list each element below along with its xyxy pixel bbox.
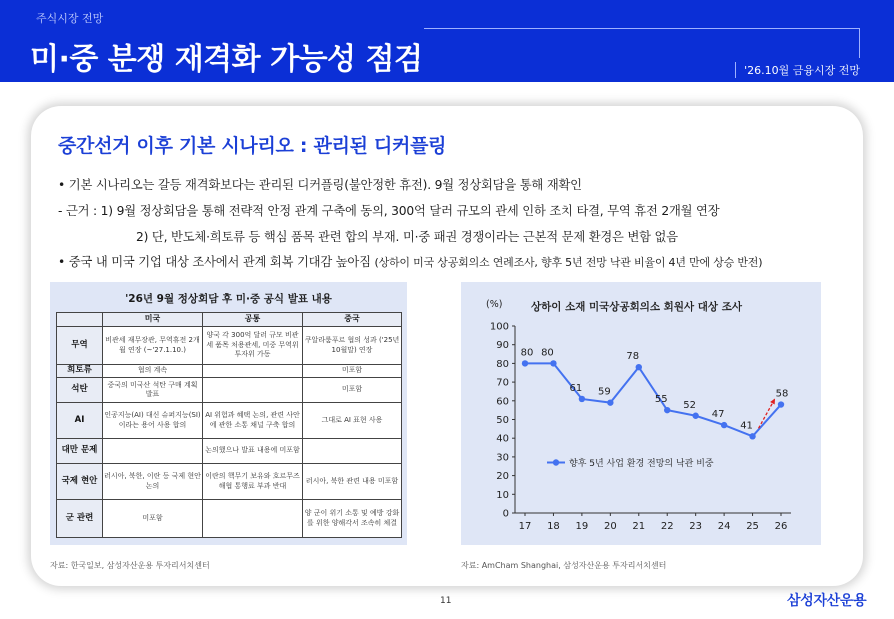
data-label: 55 [654,394,668,406]
cell-us: 러시아, 북한, 이란 등 국제 현안 논의 [103,464,203,500]
x-tick-label: 17 [518,521,532,532]
x-tick-label: 22 [660,521,674,532]
chart-title: 상하이 소재 미국상공회의소 회원사 대상 조사 [531,301,742,313]
cell-common [203,365,303,378]
y-tick-label: 10 [496,489,509,501]
cell-common [203,378,303,403]
survey-chart-panel [461,282,821,545]
y-tick-label: 20 [496,471,509,483]
cell-us: 중국의 미국산 석탄 구매 계획 발표 [103,378,203,403]
data-label: 80 [520,347,534,359]
cell-us: 미포함 [103,500,203,538]
summit-announcement-table [56,312,402,538]
bullet-survey-note: (상하이 미국 상공회의소 연례조사, 향후 5년 전망 낙관 비율이 4년 만에 상승 반전) [374,256,763,269]
data-point [778,401,784,407]
x-tick-label: 18 [547,521,560,532]
data-point [664,407,670,413]
y-tick-label: 40 [496,433,509,445]
cell-cn [303,439,402,464]
table-row [57,439,402,464]
legend-marker [553,459,559,465]
row-label: AI [57,403,103,439]
data-point [579,396,585,402]
table-header-cell: 미국 [103,313,203,327]
data-label: 61 [569,382,583,394]
y-tick-label: 90 [496,340,509,352]
rebound-arrow-head [770,399,775,405]
table-header-cell: 공통 [203,313,303,327]
data-label: 80 [541,347,554,359]
page-number: 11 [440,596,452,606]
cell-cn: 그대로 AI 표현 사용 [303,403,402,439]
cell-common: AI 위험과 혜택 논의, 관련 사안에 관한 소통 채널 구축 합의 [203,403,303,439]
row-label: 대만 문제 [57,439,103,464]
table-row [57,365,402,378]
bullet-rationale-1: - 근거 : 1) 9월 정상회담을 통해 전략적 안정 관계 구축에 동의, 300억 달러 규모의 관세 인하 조치 타결, 무역 휴전 2개월 연장 [58,204,720,218]
data-label: 41 [740,420,753,432]
row-label: 희토류 [57,365,103,378]
x-tick-label: 19 [575,521,589,532]
company-logo: 삼성자산운용 [787,593,867,609]
x-tick-label: 23 [689,521,703,532]
data-label: 78 [626,351,640,363]
cell-us: 인공지능(AI) 대신 슈퍼지능(SI)이라는 용어 사용 합의 [103,403,203,439]
bullet-rationale-2: 2) 단, 반도체·희토류 등 핵심 품목 관련 합의 부재. 미·중 패권 경쟁이라는 근본적 문제 환경은 변함 없음 [136,230,678,244]
y-unit-label: (%) [486,299,503,310]
table-row [57,327,402,365]
x-tick-label: 24 [717,521,731,532]
title-frame-line [424,28,860,58]
data-label: 59 [597,386,611,398]
bullet-survey [58,252,762,270]
data-point [721,422,727,428]
row-label: 석탄 [57,378,103,403]
y-tick-label: 70 [496,377,509,389]
table-source-note: 자료: 한국일보, 삼성자산운용 투자리서치센터 [50,561,210,570]
cell-cn: 쿠알라룸푸르 협의 성과 ('25년 10월말) 연장 [303,327,402,365]
legend-label: 향후 5년 사업 환경 전망의 낙관 비중 [569,459,714,470]
cell-us: 비관세 재무장관, 무역휴전 2개월 연장 (~'27.1.10.) [103,327,203,365]
data-point [550,360,556,366]
table-row [57,378,402,403]
x-tick-label: 25 [746,521,759,532]
bullet-base-scenario: • 기본 시나리오는 갈등 재격화보다는 관리된 디커플링(불안정한 휴전). 9월 정상회담을 통해 재확인 [58,178,582,192]
table-header-cell [57,313,103,327]
cell-us: 협의 계속 [103,365,203,378]
headline: 중간선거 이후 기본 시나리오 : 관리된 디커플링 [58,135,447,157]
data-point [607,399,613,405]
cell-common [203,500,303,538]
survey-line-chart [461,282,821,545]
cell-cn: 러시아, 북한 관련 내용 미포함 [303,464,402,500]
data-point [749,433,755,439]
data-point [522,360,528,366]
row-label: 국제 현안 [57,464,103,500]
cell-common: 양국 각 300억 달러 규모 비관세 품목 처용관세, 미중 무역위 투자위 가동 [203,327,303,365]
data-point [692,413,698,419]
y-tick-label: 50 [496,415,509,426]
data-label: 52 [683,399,697,411]
data-label: 47 [711,409,725,421]
x-tick-label: 21 [632,521,646,532]
table-row [57,464,402,500]
y-tick-label: 60 [496,396,509,408]
row-label: 무역 [57,327,103,365]
table-row [57,403,402,439]
table-title: '26년 9월 정상회담 후 미·중 공식 발표 내용 [125,293,332,305]
table-header-row [57,313,402,327]
data-point [636,364,642,370]
cell-common: 논의했으나 발표 내용에 미포함 [203,439,303,464]
table-header-cell: 중국 [303,313,402,327]
bullet-survey-text: • 중국 내 미국 기업 대상 조사에서 관계 회복 기대감 높아짐 [58,255,371,269]
chart-source-note: 자료: AmCham Shanghai, 삼성자산운용 투자리서치센터 [461,561,667,570]
y-tick-label: 0 [502,508,509,520]
header-bar [0,0,894,82]
summit-table-panel [50,282,407,545]
y-tick-label: 100 [489,321,509,333]
row-label: 군 관련 [57,500,103,538]
data-label: 58 [775,388,789,400]
page-title: 미·중 분쟁 재격화 가능성 점검 [30,42,423,77]
cell-cn: 양 군이 위기 소통 및 예방 강화를 위한 양해각서 조속히 체결 [303,500,402,538]
section-label: 주식시장 전망 [36,12,104,25]
cell-us [103,439,203,464]
x-tick-label: 26 [774,521,788,532]
y-tick-label: 80 [496,358,509,370]
cell-cn: 미포함 [303,365,402,378]
cell-common: 이란의 핵무기 보유와 호르무즈해협 통행료 부과 반대 [203,464,303,500]
report-date-tag: '26.10월 금융시장 전망 [735,62,860,78]
y-tick-label: 30 [496,452,509,464]
x-tick-label: 20 [603,521,617,532]
cell-cn: 미포함 [303,378,402,403]
table-row [57,500,402,538]
